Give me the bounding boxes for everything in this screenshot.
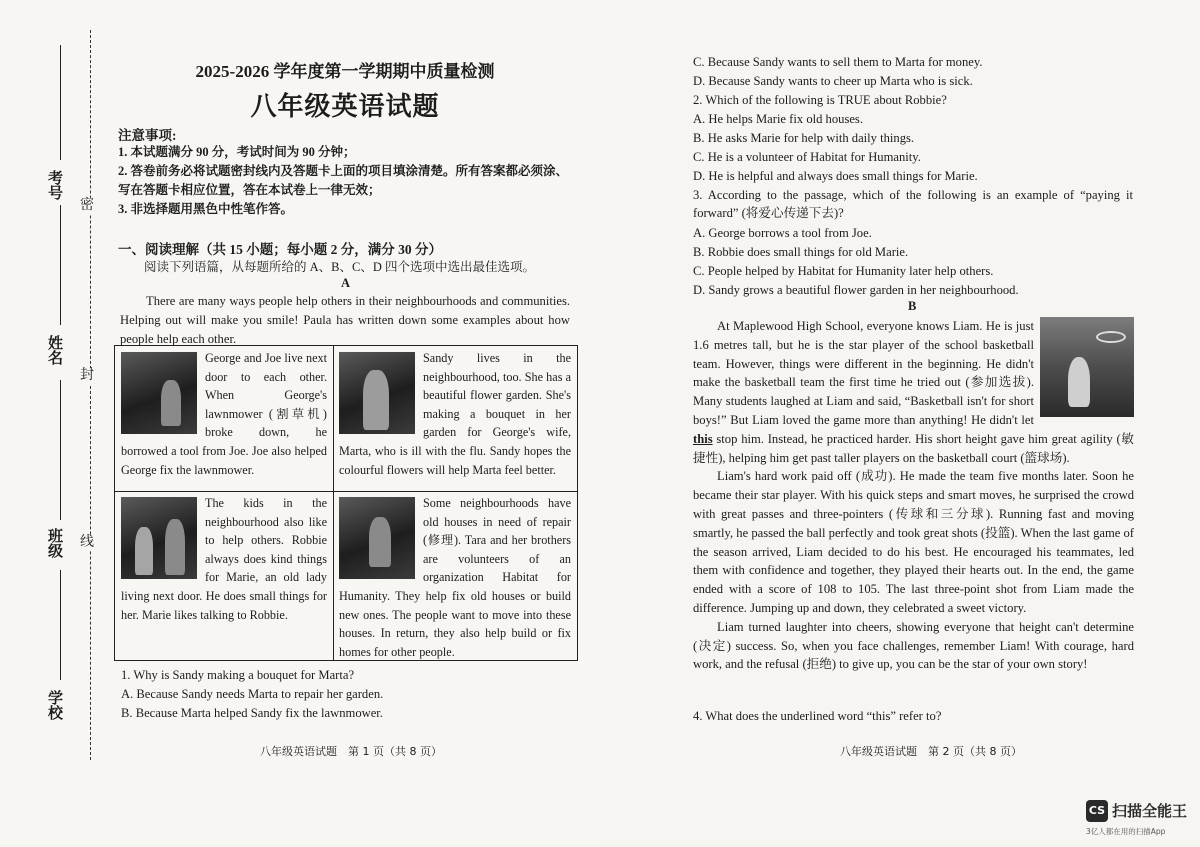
q1-option-a: A. Because Sandy needs Marta to repair her garden.	[121, 687, 384, 701]
sandy-photo	[339, 352, 415, 434]
q2-option-d: D. He is helpful and always does small things for Marie.	[693, 169, 978, 183]
page-2-footer: 八年级英语试题 第 2 页（共 8 页）	[840, 745, 1022, 758]
basketball-photo	[1040, 317, 1134, 417]
q3-option-a: A. George borrows a tool from Joe.	[693, 226, 872, 240]
seal-dashed-line	[90, 30, 91, 760]
scanner-logo-icon: CS	[1086, 800, 1108, 822]
basketball-hoop	[1096, 331, 1126, 343]
george-photo	[121, 352, 197, 434]
q3-option-c: C. People helped by Habitat for Humanity later help others.	[693, 264, 994, 278]
question-1: 1. Why is Sandy making a bouquet for Marta?	[121, 668, 355, 682]
q2-option-b: B. He asks Marie for help with daily things.	[693, 131, 915, 145]
example-cell-george	[115, 346, 333, 491]
tara-photo	[339, 497, 415, 579]
class-line	[60, 380, 61, 520]
page-1-footer: 八年级英语试题 第 1 页（共 8 页）	[260, 745, 442, 758]
example-cell-tara	[333, 491, 577, 660]
q2-option-c: C. He is a volunteer of Habitat for Humanity.	[693, 150, 921, 164]
example-text: George and Joe live next door to each other. When George's lawnmower (割草机) broke down, he borrowed a tool from Joe. Joe also helped George fix the lawnmower.	[121, 351, 327, 477]
name-label: 姓名	[46, 335, 62, 365]
q3-option-d: D. Sandy grows a beautiful flower garden in her neighbourhood.	[693, 283, 1019, 297]
section-title: 一、阅读理解（共 15 小题；每小题 2 分，满分 30 分）	[118, 242, 442, 257]
note-item: 2. 答卷前务必将试题密封线内及答题卡上面的项目填涂清楚。所有答案都必须涂、写在答题卡相应位置，答在本试卷上一律无效；	[118, 164, 569, 197]
section-instruction: 阅读下列语篇，从每题所给的 A、B、C、D 四个选项中选出最佳选项。	[144, 260, 535, 274]
q2-option-a: A. He helps Marie fix old houses.	[693, 112, 863, 126]
school-label: 学校	[46, 690, 62, 720]
note-item: 1. 本试题满分 90 分，考试时间为 90 分钟；	[118, 145, 356, 159]
scanner-app-name: 扫描全能王	[1112, 802, 1188, 820]
passage-b	[693, 317, 1134, 674]
passage-a-intro: There are many ways people help others in their neighbourhoods and communities. Helping out will make you smile! Paula has written down some examples about how people help each other.	[120, 294, 570, 346]
scanner-tagline: 3亿人都在用的扫描App	[1086, 827, 1166, 836]
seal-word-mi: 密	[80, 198, 94, 213]
seal-word-feng: 封	[80, 368, 94, 383]
notes-title: 注意事项:	[118, 128, 177, 143]
passage-b-paragraph-3: Liam turned laughter into cheers, showing everyone that height can't determine (决定) success. So, when you face challenges, remember Liam! With courage, hard work, and the refusal (拒绝) to give up, you can be the star of your own story!	[693, 619, 1134, 672]
example-cell-robbie	[115, 491, 333, 660]
school-line	[60, 570, 61, 680]
question-3: 3. According to the passage, which of the following is an example of “paying it forward” (将爱心传递下去)?	[693, 188, 1133, 220]
q1-option-c: C. Because Sandy wants to sell them to Marta for money.	[693, 55, 983, 69]
robbie-photo	[121, 497, 197, 579]
exam-number-label: 考号	[46, 170, 62, 200]
example-text: Some neighbourhoods have old houses in need of repair (修理). Tara and her brothers are volunteers of an organization Habitat for Humanity. They help fix old houses or build new ones. The people want to move into these houses. In return, they also help build or fix homes for other people.	[339, 496, 571, 659]
name-line-top	[60, 205, 61, 325]
examples-grid	[114, 345, 578, 661]
question-2: 2. Which of the following is TRUE about Robbie?	[693, 93, 947, 107]
part-b-heading: B	[908, 299, 917, 313]
q3-option-b: B. Robbie does small things for old Marie.	[693, 245, 909, 259]
subject-title: 八年级英语试题	[250, 92, 440, 122]
note-item: 3. 非选择题用黑色中性笔作答。	[118, 202, 294, 216]
example-cell-sandy	[333, 346, 577, 491]
question-4: 4. What does the underlined word “this” refer to?	[693, 709, 942, 723]
passage-b-paragraph-2: Liam's hard work paid off (成功). He made the team five months later. Soon he became their star player. With his quick steps and smart moves, he surprised the crowd with great passes and three-pointers (传球和三分球). Running fast and moving smartly, he passed the ball perfectly and took great shots (投篮). When the last game of the season arrived, Liam decided to do his best. He encouraged his teammates, led them with confidence and together, they played their hearts out. In the end, the game ended with a score of 108 to 105. The last three-point shot from Liam made the difference. Jumping up and down, they celebrated a sweet victory.	[693, 469, 1134, 615]
exam-title: 2025-2026 学年度第一学期期中质量检测	[195, 62, 495, 81]
class-label: 班级	[46, 528, 62, 558]
basketball-player	[1068, 357, 1090, 407]
passage-b-paragraph-1: At Maplewood High School, everyone knows Liam. He is just 1.6 metres tall, but he is the star player of the school basketball team. However, things were different in the beginning. He didn't make the basketball team the first time he tried out (参加选拔). Many students laughed at Liam and said, “Basketball isn't for short boys!” But Liam loved the game more than anything! He didn't let this stop him. Instead, he practiced harder. His short height gave him great agility (敏捷性), helping him get past taller players on the basketball court (篮球场).	[693, 319, 1134, 465]
example-text: Sandy lives in the neighbourhood, too. She has a beautiful flower garden. She's making a bouquet in her garden for George's wife, Marta, who is ill with the flu. Sandy hopes the colourful flowers will help Marta feel better.	[339, 351, 571, 477]
exam-number-line	[60, 45, 61, 160]
q1-option-b: B. Because Marta helped Sandy fix the lawnmower.	[121, 706, 383, 720]
underlined-word-this: this	[693, 431, 713, 446]
example-text: The kids in the neighbourhood also like to help others. Robbie always does kind things for Marie, an old lady living next door. He does small things for her. Marie likes talking to Robbie.	[121, 496, 327, 622]
seal-word-xian: 线	[80, 535, 94, 550]
part-a-heading: A	[341, 276, 351, 290]
q1-option-d: D. Because Sandy wants to cheer up Marta who is sick.	[693, 74, 973, 88]
